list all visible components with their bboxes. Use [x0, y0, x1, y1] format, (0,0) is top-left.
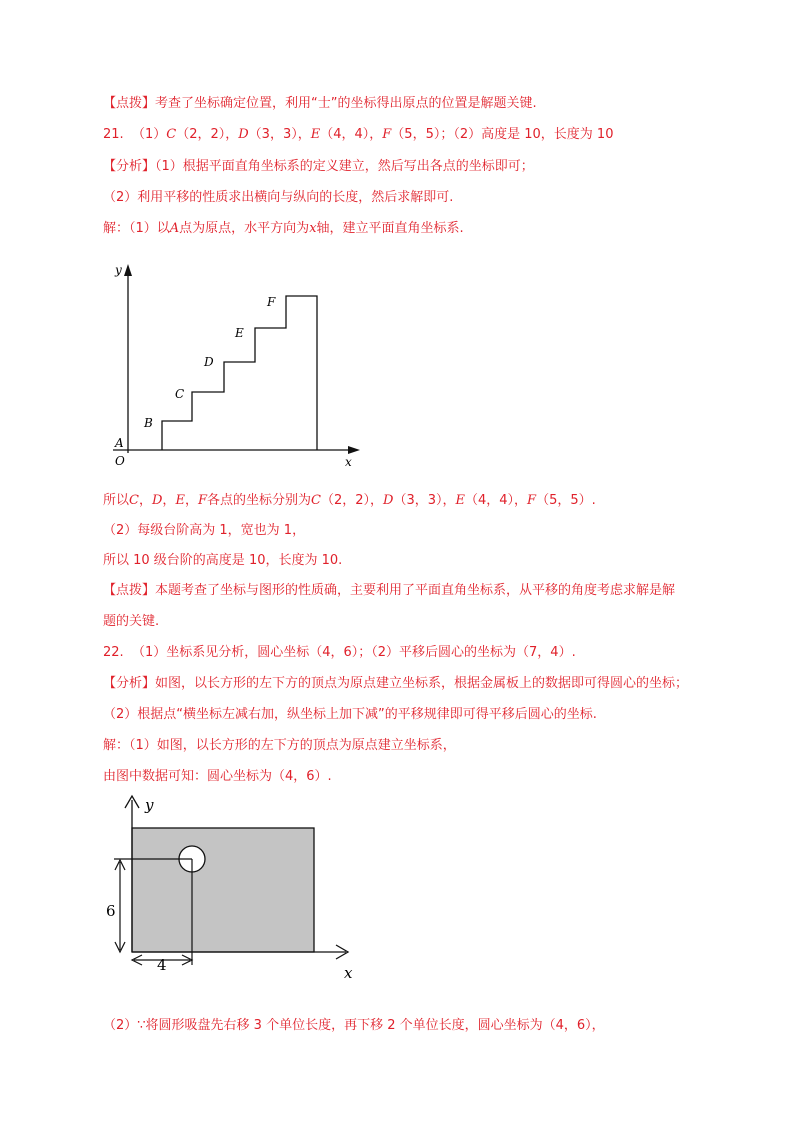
point-label: F	[382, 127, 392, 142]
solution-line-5	[103, 736, 456, 756]
analysis-line-3	[103, 674, 688, 694]
solution-line-6	[103, 767, 332, 787]
point-label: D	[238, 127, 249, 142]
coord: （4，4），	[320, 127, 383, 142]
analysis-text: （2）利用平移的性质求出横向与纵向的长度，然后求解即可.	[103, 190, 454, 205]
question-number: 21.	[103, 127, 124, 142]
answer-21	[103, 125, 613, 145]
point-label: E	[310, 127, 321, 142]
analysis-text: （1）根据平面直角坐标系的定义建立，然后写出各点的坐标即可；	[155, 159, 534, 174]
x-axis-label: x	[344, 964, 353, 982]
point-f-label: F	[267, 295, 276, 309]
tip-text: 考查了坐标确定位置，利用“士”的坐标得出原点的位置是解题关键.	[155, 96, 537, 111]
analysis-tag: 【分析】	[103, 676, 156, 691]
answer-22	[103, 643, 576, 663]
analysis-tag: 【分析】	[103, 159, 156, 174]
solution-text: 所以 10 级台阶的高度是 10，长度为 10.	[103, 553, 343, 568]
solution-text: 所以	[103, 493, 130, 508]
point-a-label: A	[115, 436, 124, 450]
coord: （3，3），	[248, 127, 311, 142]
solution-text: （2）∵将圆形吸盘先右移 3 个单位长度，再下移 2 个单位长度，圆心坐标为（4，6），	[103, 1018, 605, 1033]
separator: ，	[184, 493, 198, 508]
coord: （5，5）.	[536, 493, 596, 508]
point-b-label: B	[144, 416, 153, 430]
solution-text: 轴，建立平面直角坐标系.	[316, 221, 464, 236]
solution-text: 各点的坐标分别为	[206, 493, 311, 508]
answer-part: （1）	[131, 127, 167, 142]
solution-line-4	[103, 551, 342, 571]
coord: （2，2），	[176, 127, 239, 142]
solution-line-3	[103, 521, 305, 541]
point-label: C	[129, 493, 139, 508]
point-e-label: E	[235, 326, 244, 340]
width-value: 4	[157, 956, 167, 974]
metal-plate	[132, 828, 314, 952]
point-label: E	[455, 493, 465, 508]
point-label: E	[175, 493, 185, 508]
axis-label: x	[309, 221, 317, 236]
y-axis-label: y	[145, 796, 154, 814]
y-axis-arrow	[124, 264, 132, 276]
point-label: F	[197, 493, 207, 508]
height-value: 6	[106, 902, 116, 920]
origin-label: O	[115, 454, 125, 468]
analysis-text: （2）根据点“横坐标左减右加，纵坐标上加下减”的平移规律即可得平移后圆心的坐标.	[103, 707, 597, 722]
point-d-label: D	[204, 355, 214, 369]
solution-text: （2）每级台阶高为 1，宽也为 1，	[103, 523, 306, 538]
point-label: C	[311, 493, 321, 508]
tip-tag: 【点拨】	[103, 96, 156, 111]
analysis-line-4	[103, 705, 597, 725]
solution-line-1	[103, 219, 464, 239]
point-label: D	[383, 493, 394, 508]
solution-text: 点为原点，水平方向为	[179, 221, 310, 236]
tip-line-1	[103, 94, 537, 114]
point-label: A	[169, 221, 180, 236]
analysis-line-1	[103, 157, 534, 177]
staircase-path	[162, 296, 317, 450]
coord: （3，3），	[393, 493, 456, 508]
tip-line-3	[103, 612, 159, 632]
tip-text: 本题考查了坐标与图形的性质确，主要利用了平面直角坐标系，从平移的角度考虑求解是解	[155, 583, 676, 598]
solution-text: 解：（1）如图，以长方形的左下方的顶点为原点建立坐标系，	[103, 738, 456, 753]
solution-text: 由图中数据可知：圆心坐标为（4，6）.	[103, 769, 332, 784]
tip-text: 题的关键.	[103, 614, 160, 629]
x-axis-label: x	[345, 455, 352, 469]
separator: ，	[162, 493, 176, 508]
tip-line-2	[103, 581, 675, 601]
question-number: 22.	[103, 645, 124, 660]
coord: （4，4），	[464, 493, 528, 508]
point-c-label: C	[175, 387, 185, 401]
solution-line-2	[103, 491, 596, 511]
solution-line-7	[103, 1016, 605, 1036]
answer-text: （1）坐标系见分析，圆心坐标（4，6）；（2）平移后圆心的坐标为（7，4）.	[131, 645, 576, 660]
tip-tag: 【点拨】	[103, 583, 156, 598]
separator: ，	[138, 493, 152, 508]
y-axis-label: y	[115, 263, 122, 277]
point-label: D	[151, 493, 163, 508]
coord: （5，5）；（2）高度是 10，长度为 10	[391, 127, 614, 142]
point-label: C	[166, 127, 177, 142]
analysis-line-2	[103, 188, 453, 208]
x-axis-arrow	[348, 446, 360, 454]
solution-text: 解：（1）以	[103, 221, 170, 236]
staircase-figure	[105, 258, 365, 473]
analysis-text: 如图，以长方形的左下方的顶点为原点建立坐标系，根据金属板上的数据即可得圆心的坐标；	[155, 676, 689, 691]
plate-figure	[100, 790, 370, 985]
point-label: F	[527, 493, 537, 508]
coord: （2，2），	[320, 493, 383, 508]
